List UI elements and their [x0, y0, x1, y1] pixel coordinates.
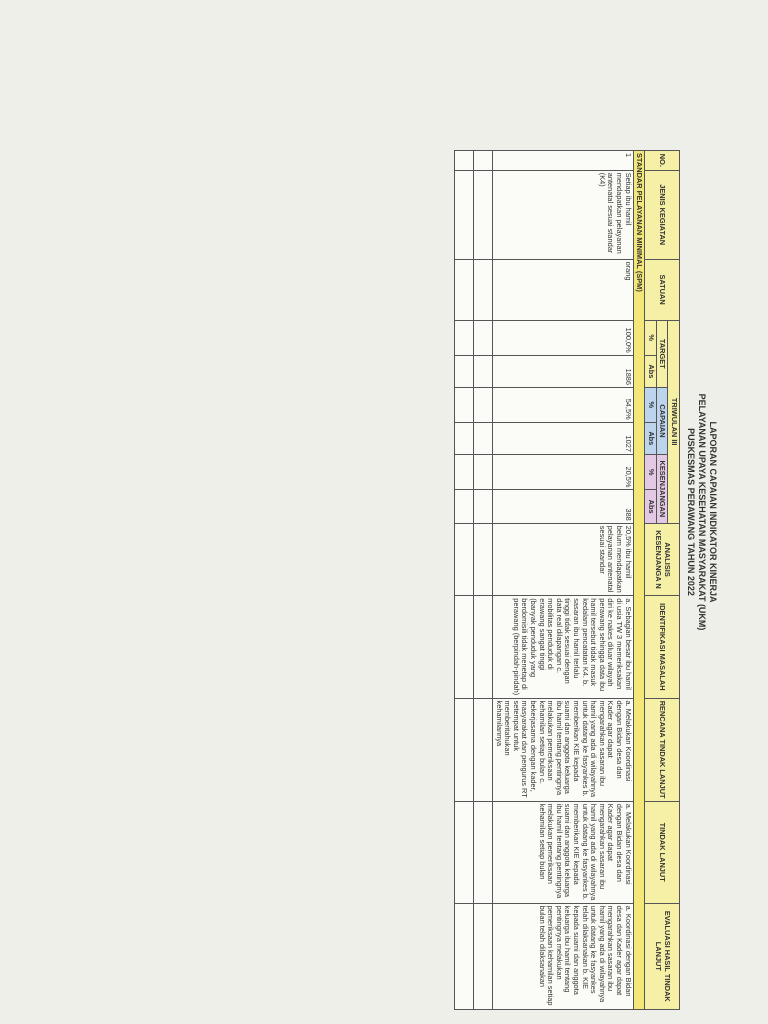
row-identifikasi: a. Sebagian besar ibu hamil di usia TW 3 memeriksakan diri ke nakes diluar wilayah perawang sehingga data ibu hamil tersebut tidak masuk kedalam pencatatan K4. b. sasaran ibu hamil terlalu tinggi tidak sesuai dengan data real dilapangan c. mobilitas penduduk di erawang sangat tinggi (banyak penduduk yang berdomisili tidak menetap di perawang (berpindah-pindah) — [493, 596, 634, 698]
row-no: 1 — [493, 151, 634, 171]
col-analisis: ANALISIS KESENJANGA N — [645, 523, 680, 595]
col-capaian-pct: % — [645, 388, 657, 423]
col-target-pct: % — [645, 320, 657, 355]
report-table — [454, 150, 680, 1010]
row-analisis: 20,5% ibu hamil belum mendapatkan pelayanan antenatal sesuai standar — [493, 523, 634, 595]
row-kesenjangan-abs: 388 — [493, 490, 634, 523]
row-capaian-pct: 54,5% — [493, 388, 634, 423]
row-target-abs: 1886 — [493, 355, 634, 387]
col-kesenjangan-abs: Abs — [645, 490, 657, 523]
report-title — [685, 0, 718, 1024]
col-satuan: SATUAN — [645, 259, 680, 320]
col-tindak: TINDAK LANJUT — [645, 801, 680, 903]
col-kesenjangan: KESENJANGAN — [656, 454, 668, 523]
col-target-abs: Abs — [645, 355, 657, 387]
col-kesenjangan-pct: % — [645, 454, 657, 490]
col-target: TARGET — [656, 320, 668, 387]
col-triwulan: TRIWULAN III — [668, 320, 680, 523]
col-rencana: RENCANA TINDAK LANJUT — [645, 698, 680, 801]
col-evaluasi: EVALUASI HASIL TINDAK LANJUT — [645, 903, 680, 1009]
row-kesenjangan-pct: 20,5% — [493, 454, 634, 490]
col-capaian: CAPAIAN — [656, 388, 668, 455]
col-capaian-abs: Abs — [645, 422, 657, 454]
empty-row — [455, 151, 474, 1010]
row-rencana: a. Melakukan Koordinasi dengan Bidan desa dan Kader agar dapat mengarahkan sasaran ibu hamil yang ada di wilayahnya untuk datang ke fasyankes b. memberikan KIE kepada suami dan anggota keluarga ibu hamil tentang pentingnya melakukan pemeriksaan kehamilan setiap bulan c. bekerjasama dengan kader, masyarakat dan pengurus RT setempat untuk memberitahukan kehamilannya — [493, 698, 634, 801]
col-no: NO. — [645, 151, 680, 171]
title-line-1: LAPORAN CAPAIAN INDIKATOR KINERJA — [708, 421, 718, 603]
section-spm: STANDAR PELAYANAN MINIMAL (SPM) — [633, 151, 645, 1010]
title-line-3: PUSKESMAS PERAWANG TAHUN 2022 — [686, 428, 696, 596]
row-satuan: orang — [493, 259, 634, 320]
table-row — [493, 151, 634, 1010]
title-line-2: PELAYANAN UPAYA KESEHATAN MASYARAKAT (UKM) — [697, 393, 707, 631]
row-evaluasi: a. Koordinasi dengan Bidan desa dan Kader agar dapat mengarahkan sasaran ibu hamil yang ada di wilayahnya untuk datang ke fasyankes telah dilaksanakan b. KIE kepada suami dan anggota keluarga ibu hamil tentang pentingnya melakukan pemeriksaan kehamilan setiap bulan telah dilaksanakan — [493, 903, 634, 1009]
row-capaian-abs: 1027 — [493, 422, 634, 454]
empty-row — [474, 151, 493, 1010]
row-jenis: Setiap ibu hamil mendapatkan pelayanan antenatal sesuai standar (K4) — [493, 170, 634, 259]
col-identifikasi: IDENTIFIKASI MASALAH — [645, 596, 680, 698]
row-tindak: a. Melakukan Koordinasi dengan Bidan desa dan Kader agar dapat mengarahkan sasaran ibu hamil yang ada di wilayahnya untuk datang ke fasyankes b. memberikan KIE kepada suami dan anggota keluarga ibu hamil tentang pentingnya melakukan pemeriksaan kehamilan setiap bulan — [493, 801, 634, 903]
col-jenis: JENIS KEGIATAN — [645, 170, 680, 259]
row-target-pct: 100,0% — [493, 320, 634, 355]
